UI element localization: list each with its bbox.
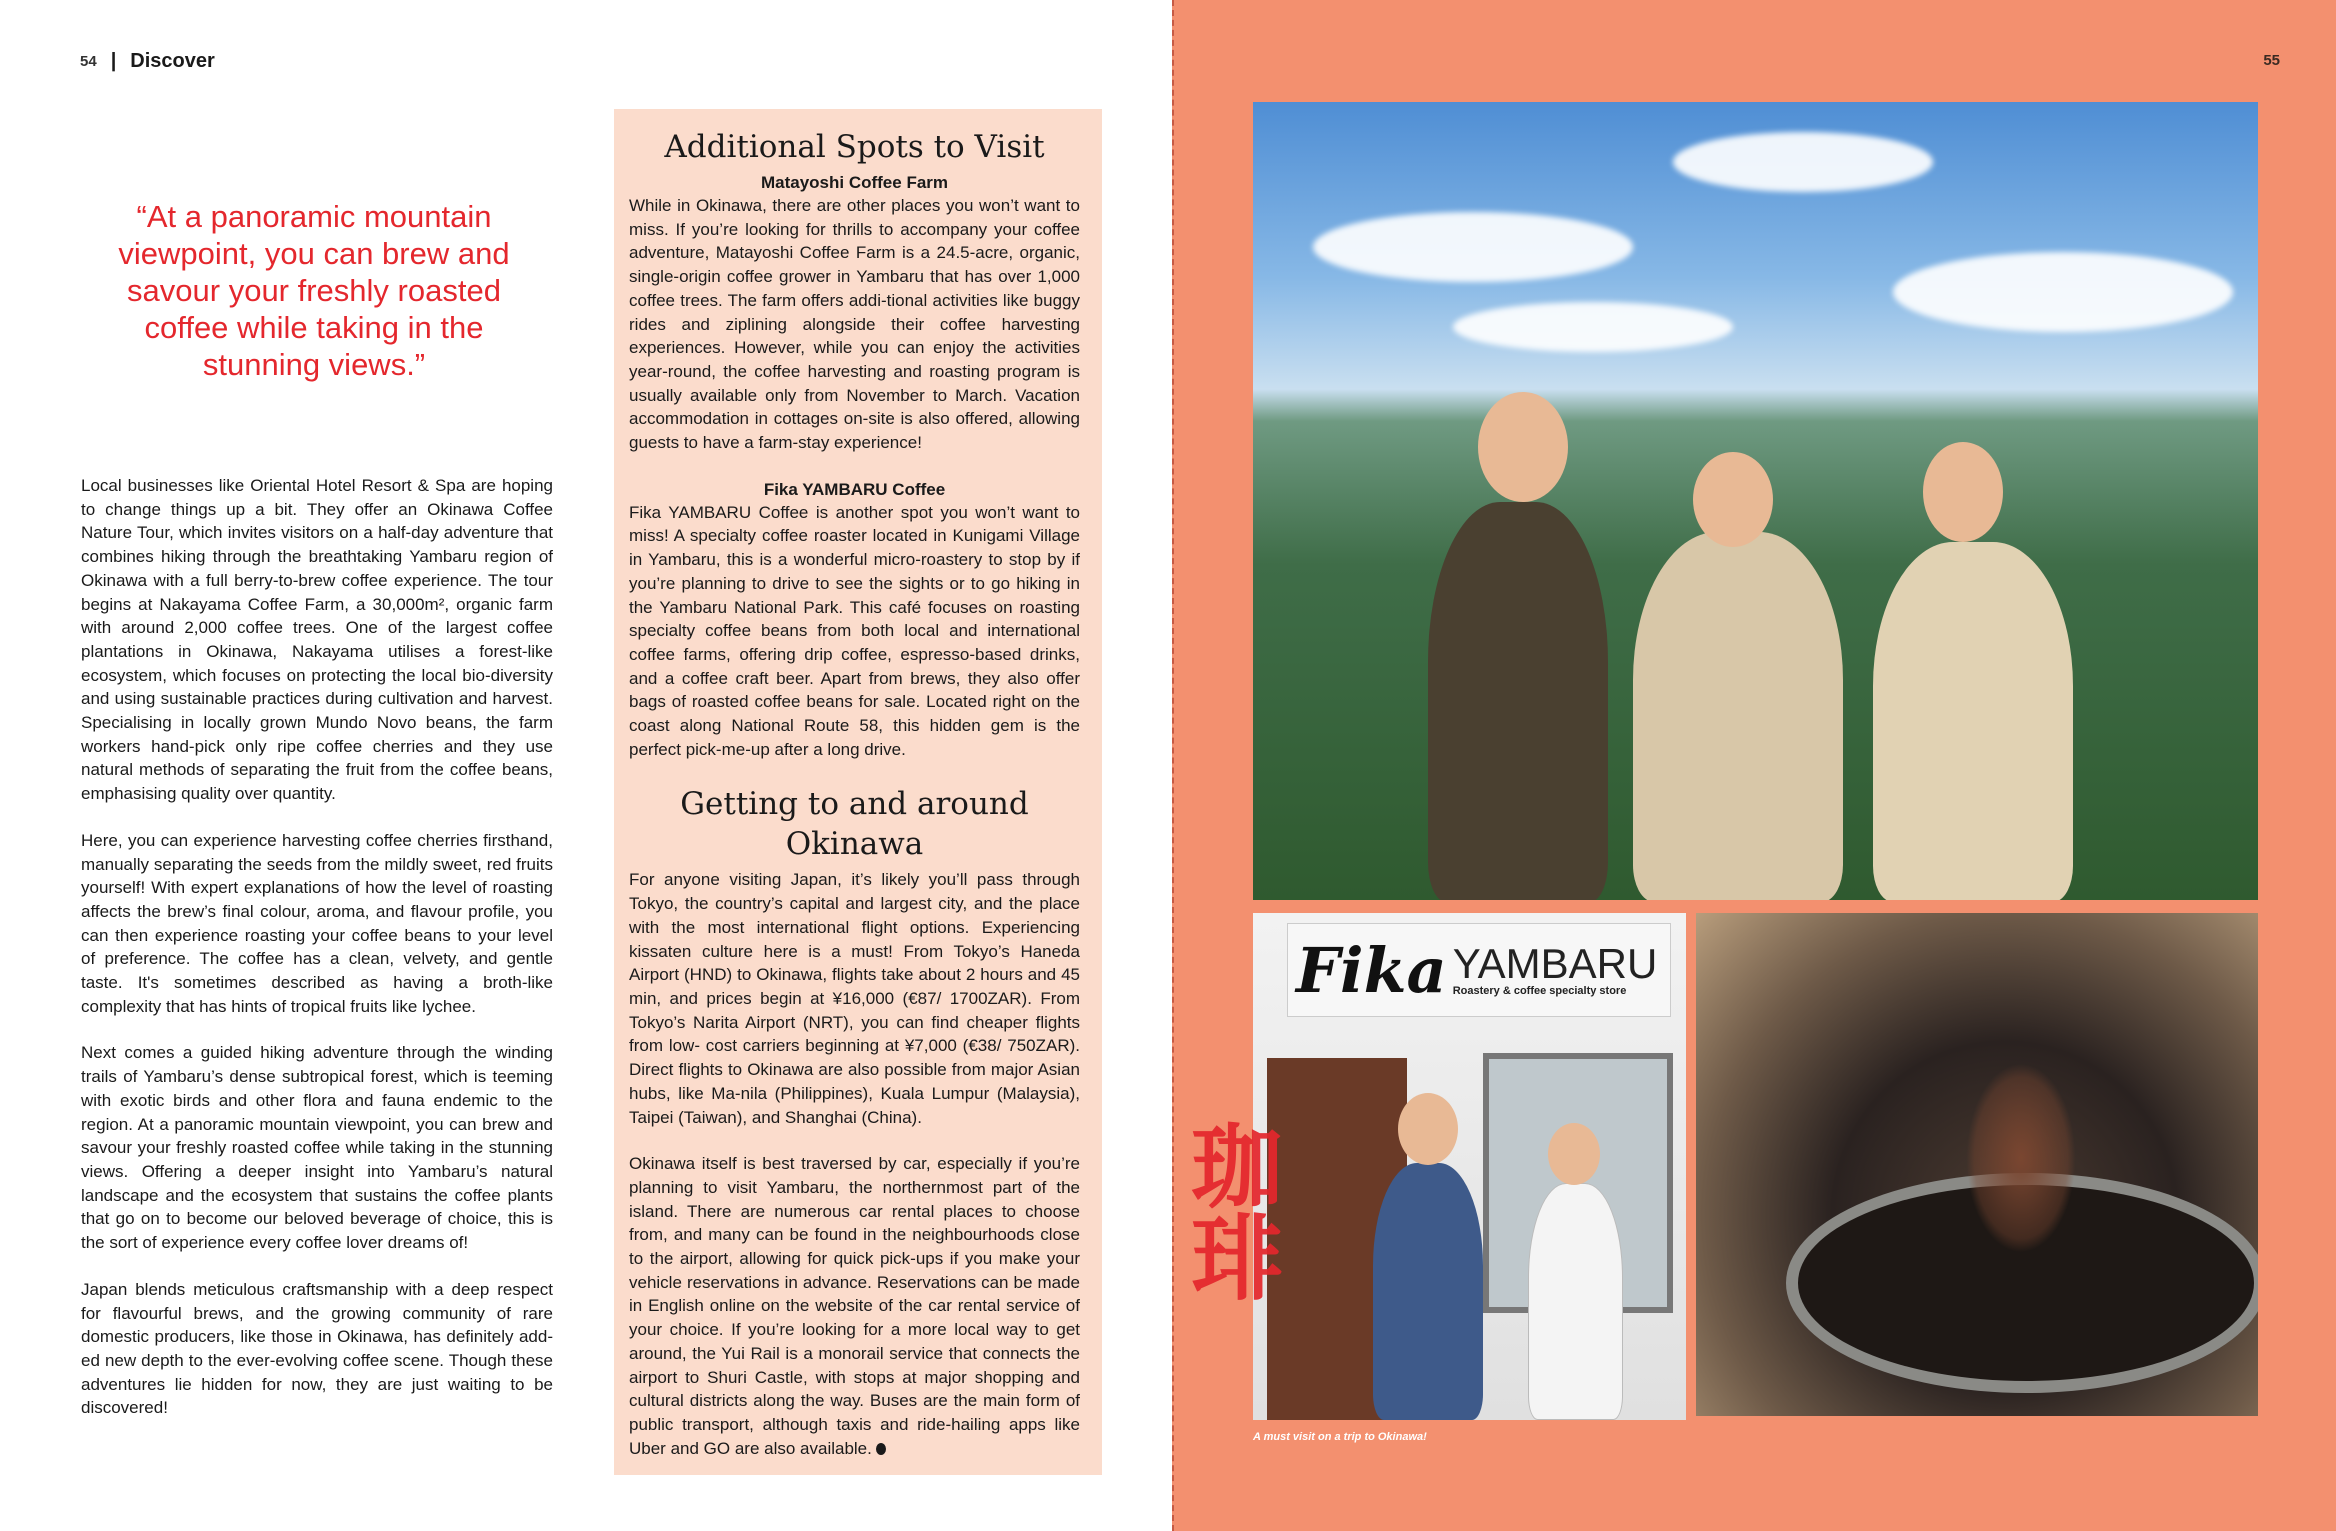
spot-text-matayoshi: While in Okinawa, there are other places you won’t want to miss. If you’re looking for thrills to accompany your coffee adventure, Matayoshi Coffee Farm is a 24.5-acre, organic, single-origin coffee grower in Yambaru that has over 1,000 coffee trees. The farm offers addi-tional activities like buggy rides and ziplining alongside their coffee harvesting experiences. However, while you can enjoy the activities year-round, the coffee harvesting and roasting program is usually available only from November to March. Vacation accommodation in cottages on-site is also offered, allowing guests to have a farm-stay experience! xyxy=(629,196,1080,453)
person-figure xyxy=(1373,1163,1483,1420)
sidebar-title: Additional Spots to Visit xyxy=(664,129,1045,165)
store-sign xyxy=(1287,923,1671,1017)
sidebar-box xyxy=(614,109,1102,1475)
person-head xyxy=(1923,442,2003,542)
article-paragraph: Local businesses like Oriental Hotel Resort & Spa are hoping to change things up a bit. They offer an Okinawa Coffee Nature Tour, which invites visitors on a half-day adventure that combines hiking through the breathtaking Yambaru region of Okinawa with a full berry-to-brew coffee experience. The tour begins at Nakayama Coffee Farm, a 30,000m², organic farm with around 2,000 coffee trees. One of the largest coffee plantations in Okinawa, Nakayama utilises a forest-like ecosystem, which focuses on protecting the local bio-diversity and using sustainable practices during cultivation and harvest. Specialising in locally grown Mundo Novo beans, the farm workers hand-pick only ripe coffee cherries and they use natural methods of separating the fruit from the coffee beans, emphasising quality over quantity. xyxy=(81,476,553,804)
article-paragraph: Next comes a guided hiking adventure through the winding trails of Yambaru’s dense subtropical forest, which is teeming with exotic birds and other flora and fauna endemic to the region. At a panoramic mountain viewpoint, you can brew and savour your freshly roasted coffee while taking in the stunning views. Offering a deeper insight into Yambaru’s natural landscape and the ecosystem that sustains the coffee plants that go on to become our beloved beverage of choice, this is the sort of experience every coffee lover dreams of! xyxy=(81,1043,553,1253)
page-header-left xyxy=(80,50,215,73)
person-head xyxy=(1548,1123,1600,1185)
cloud-shape xyxy=(1893,252,2233,332)
store-sign-yambaru: YAMBARU xyxy=(1452,940,1658,987)
person-head xyxy=(1398,1093,1458,1165)
store-sign-yambaru-block xyxy=(1452,940,1658,997)
person-figure xyxy=(1873,542,2073,900)
coffee-roaster-photo xyxy=(1696,913,2258,1416)
store-sign-fika: Fika xyxy=(1296,933,1447,1007)
pull-quote: “At a panoramic mountain viewpoint, you can brew and savour your freshly roasted coffee while taking in the stunning views.” xyxy=(118,199,510,382)
end-mark-icon xyxy=(876,1443,886,1455)
getting-around-text-2-body: Okinawa itself is best traversed by car, especially if you’re planning to visit Yambaru, the northernmost part of the island. There are numerous car rental places to choose from, and many can be found in the neighbourhoods close to the airport, allowing for quick pick-ups if you make your vehicle reservations in advance. Reservations can be made in English online on the website of the car rental service of your choice. If you’re looking for a more local way to get around, the Yui Rail is a monorail service that connects the airport to Shuri Castle, with stops at major shopping and cultural districts along the way. Buses are the main form of public transport, although taxis and ride-hailing apps like Uber and GO are also available. xyxy=(629,1154,1080,1458)
cloud-shape xyxy=(1673,132,1933,192)
spot-heading-matayoshi: Matayoshi Coffee Farm xyxy=(760,173,949,192)
spot-text-fika: Fika YAMBARU Coffee is another spot you won’t want to miss! A specialty coffee roaster located in Kunigami Village in Yambaru, this is a wonderful micro-roastery to stop by if you’re planning to drive to see the sights or to go hiking in the Yambaru National Park. This café focuses on roasting specialty coffee beans from both local and international coffee farms, offering drip coffee, espresso-based drinks, and a coffee craft beer. Apart from brews, they also offer bags of roasted coffee beans for sale. Located right on the coast along National Route 58, this hidden gem is the perfect pick-me-up after a long drive. xyxy=(629,502,1080,759)
roasted-beans-stream xyxy=(1966,1063,2076,1253)
person-head xyxy=(1478,392,1568,502)
article-paragraph: Japan blends meticulous craftsmanship with a deep respect for flavourful brews, and the growing community of rare domestic producers, like those in Okinawa, has definitely add-ed new depth to the ever-evolving coffee scene. Though these adventures lie hidden for now, they are just waiting to be discovered! xyxy=(81,1279,553,1418)
getting-around-text-2 xyxy=(629,1152,1080,1460)
page-number-right: 55 xyxy=(2263,52,2280,69)
getting-around-text-1: For anyone visiting Japan, it’s likely you’ll pass through Tokyo, the country’s capital and largest city, and the place with the most international flight options. Experiencing kissaten culture here is a must! From Tokyo’s Haneda Airport (HND) to Okinawa, flights take about 2 hours and 45 min, and prices begin at ¥16,000 (€87/ 1700ZAR). From Tokyo’s Narita Airport (NRT), you can find cheaper flights from low- cost carriers beginning at ¥7,000 (€38/ 750ZAR). Direct flights to Okinawa are also possible from major Asian hubs, like Ma-nila (Philippines), Kuala Lumpur (Malaysia), Taipei (Taiwan), and Shanghai (China). xyxy=(629,870,1080,1127)
cloud-shape xyxy=(1453,302,1733,352)
section-title: Discover xyxy=(130,50,215,72)
spot-heading-fika: Fika YAMBARU Coffee xyxy=(763,479,946,499)
photo-caption: A must visit on a trip to Okinawa! xyxy=(1253,1431,1427,1443)
person-figure xyxy=(1528,1183,1623,1420)
person-head xyxy=(1693,452,1773,547)
fika-yambaru-store-photo xyxy=(1253,913,1686,1420)
kanji-coffee-logo: 珈琲 xyxy=(1176,1118,1284,1302)
person-figure xyxy=(1428,502,1608,900)
mountain-viewpoint-photo xyxy=(1253,102,2258,900)
cloud-shape xyxy=(1313,212,1633,282)
article-column xyxy=(81,474,553,1443)
header-separator: | xyxy=(110,50,117,72)
article-paragraph: Here, you can experience harvesting coffee cherries firsthand, manually separating the seeds from the mildly sweet, red fruits yourself! With expert explanations of how the level of roasting affects the brew’s final colour, aroma, and flavour profile, you can then experience roasting your coffee beans to your level of preference. The coffee has a clean, velvety, and gentle taste. It's sometimes described as having a broth-like complexity that has hints of tropical fruits like lychee. xyxy=(81,830,553,1016)
page-number-left: 54 xyxy=(80,53,97,70)
getting-around-title: Getting to and around Okinawa xyxy=(680,786,1029,863)
person-figure xyxy=(1633,532,1843,900)
store-sign-tagline: Roastery & coffee specialty store xyxy=(1452,985,1627,997)
